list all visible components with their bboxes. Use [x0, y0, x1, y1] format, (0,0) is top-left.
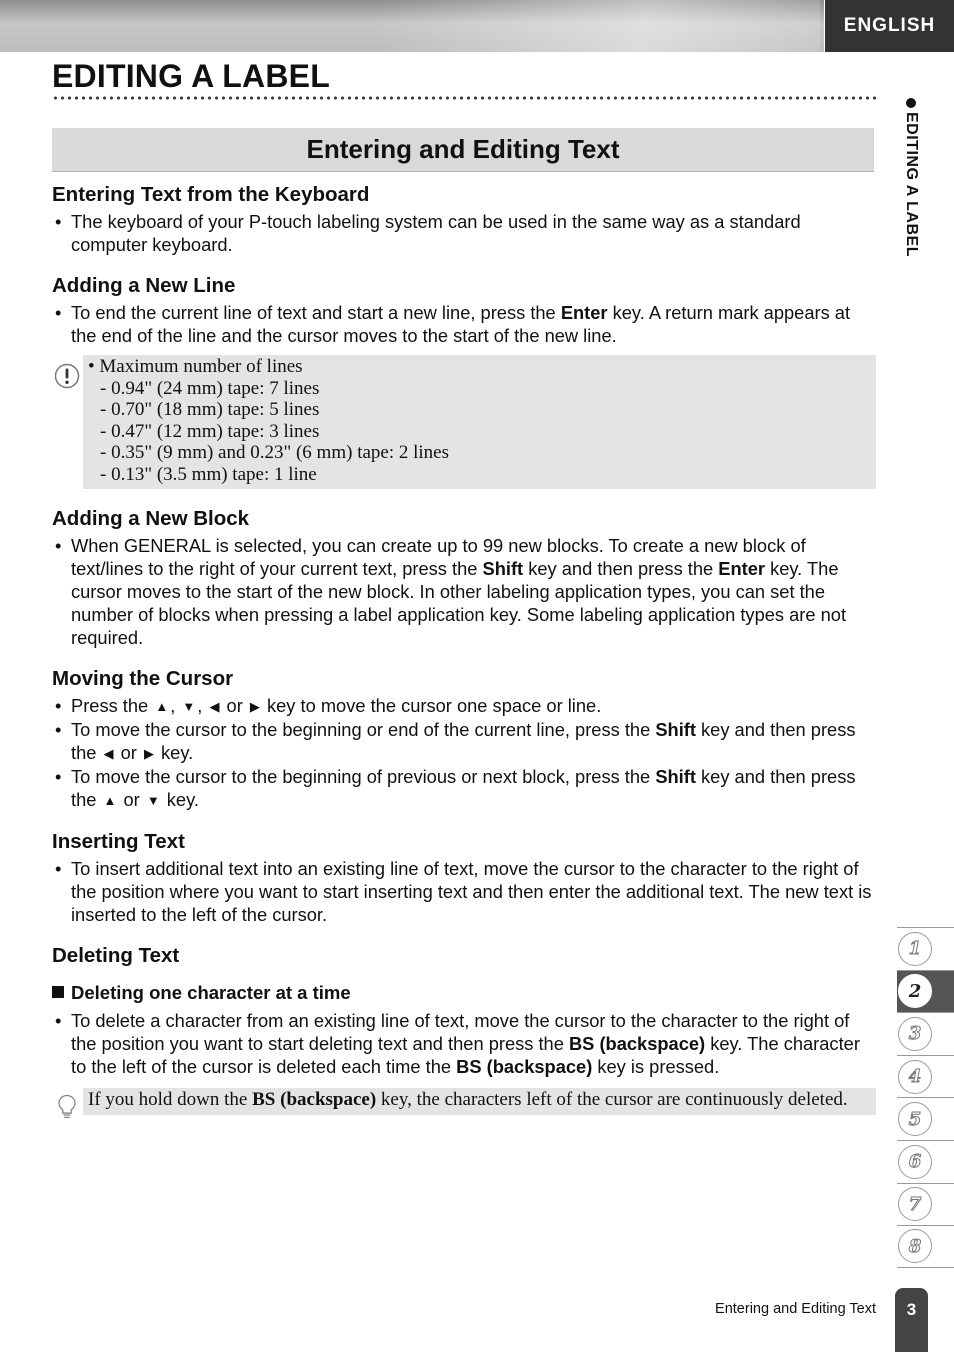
- arrow-left-icon: ◀: [209, 699, 220, 714]
- note-item: - 0.70" (18 mm) tape: 5 lines: [100, 399, 320, 420]
- chapter-tab-6[interactable]: 6: [897, 1140, 954, 1183]
- arrow-down-icon: ▼: [146, 793, 160, 808]
- chapter-tab-8[interactable]: 8: [897, 1225, 954, 1268]
- heading-keyboard: Entering Text from the Keyboard: [52, 183, 370, 206]
- lines-note: [52, 355, 876, 489]
- arrow-left-icon: ◀: [103, 746, 114, 761]
- chapter-tab-1[interactable]: 1: [897, 927, 954, 970]
- new-line-list: [52, 301, 876, 347]
- chapter-tab-7[interactable]: 7: [897, 1183, 954, 1226]
- key-shift: Shift: [655, 766, 696, 787]
- note-item: - 0.47" (12 mm) tape: 3 lines: [100, 420, 320, 442]
- heading-new-block: Adding a New Block: [52, 507, 250, 530]
- arrow-right-icon: ▶: [143, 746, 154, 761]
- heading-new-line: Adding a New Line: [52, 274, 236, 297]
- list-item: • When GENERAL is selected, you can create up to 99 new blocks. To create a new block of text/lines to the right of your current text, press the Shift key and then press the Enter key. The cursor moves to the start of the new block. In other labeling application types, you can set the number of blocks when pressing a label application key. Some labeling application types are not required.: [52, 534, 876, 649]
- list-item: • To move the cursor to the beginning of previous or next block, press the Shift key and then press the ▲ or ▼ key.: [52, 765, 876, 812]
- insert-list: [52, 857, 876, 926]
- note-item: - 0.13" (3.5 mm) tape: 1 line: [100, 463, 317, 485]
- chapter-tab-4[interactable]: 4: [897, 1055, 954, 1098]
- list-item: • Press the ▲ , ▼ , ◀ or ▶ key to move the cursor one space or line.: [52, 694, 876, 718]
- arrow-down-icon: ▼: [182, 699, 196, 714]
- keyboard-list: [52, 210, 876, 256]
- key-backspace: BS (backspace): [568, 1033, 706, 1054]
- list-item: • To end the current line of text and start a new line, press the Enter key. A return mark appears at the end of the line and the cursor moves to the start of the new line.: [52, 301, 876, 347]
- list-item: • To move the cursor to the beginning or end of the current line, press the Shift key and then press the ◀ or ▶ key.: [52, 718, 876, 765]
- note-box: [83, 355, 876, 489]
- note-item: - 0.35" (9 mm) and 0.23" (6 mm) tape: 2 lines: [100, 442, 450, 463]
- note-title: • Maximum number of lines: [88, 356, 303, 377]
- chapter-tab-3[interactable]: 3: [897, 1012, 954, 1055]
- new-block-list: [52, 534, 876, 649]
- main-content: [52, 182, 876, 1119]
- lightbulb-icon: [54, 1094, 80, 1120]
- key-shift: Shift: [482, 558, 524, 579]
- list-item: • The keyboard of your P-touch labeling system can be used in the same way as a standard computer keyboard.: [52, 210, 876, 256]
- heading-cursor: Moving the Cursor: [52, 667, 234, 690]
- arrow-up-icon: ▲: [155, 699, 169, 714]
- key-enter: Enter: [718, 558, 766, 579]
- note-item: - 0.94" (24 mm) tape: 7 lines: [100, 377, 320, 399]
- header-bar: [0, 0, 824, 52]
- language-tab: ENGLISH: [825, 0, 954, 52]
- side-dot-icon: [906, 98, 916, 108]
- list-item: • To insert additional text into an existing line of text, move the cursor to the character to the right of the position where you want to start inserting text and then enter the additional text. The new text is inserted to the left of the cursor.: [52, 857, 876, 926]
- delete-list: [52, 1009, 876, 1078]
- cursor-list: [52, 694, 876, 812]
- key-backspace: BS (backspace): [252, 1089, 377, 1110]
- arrow-right-icon: ▶: [249, 699, 260, 714]
- chapter-tab-2[interactable]: 2: [897, 970, 954, 1013]
- list-item: • To delete a character from an existing line of text, move the cursor to the character to the right of the position you want to start deleting text and then press the BS (backspace) key. The character to the left of the cursor is deleted each time the BS (backspace) key is pressed.: [52, 1009, 876, 1078]
- page-number: 3: [895, 1288, 928, 1352]
- key-backspace: BS (backspace): [456, 1056, 593, 1077]
- footer-section-name: Entering and Editing Text: [715, 1301, 876, 1317]
- bs-note: [52, 1088, 876, 1115]
- exclamation-circle-icon: [54, 363, 80, 389]
- arrow-up-icon: ▲: [103, 793, 117, 808]
- note-box: If you hold down the BS (backspace) key, the characters left of the cursor are continuously deleted.: [83, 1088, 876, 1115]
- page-title: EDITING A LABEL: [52, 58, 330, 94]
- section-title: Entering and Editing Text: [52, 128, 874, 172]
- chapter-index: [897, 927, 954, 1268]
- chapter-tab-5[interactable]: 5: [897, 1097, 954, 1140]
- square-bullet-icon: [52, 986, 64, 998]
- heading-delete: Deleting Text: [52, 944, 180, 967]
- dotted-divider: [52, 96, 876, 100]
- key-shift: Shift: [655, 719, 696, 740]
- key-enter: Enter: [560, 302, 608, 323]
- heading-insert: Inserting Text: [52, 830, 185, 853]
- side-chapter-label: EDITING A LABEL: [903, 112, 920, 257]
- subheading-delete-one: Deleting one character at a time: [52, 981, 876, 1005]
